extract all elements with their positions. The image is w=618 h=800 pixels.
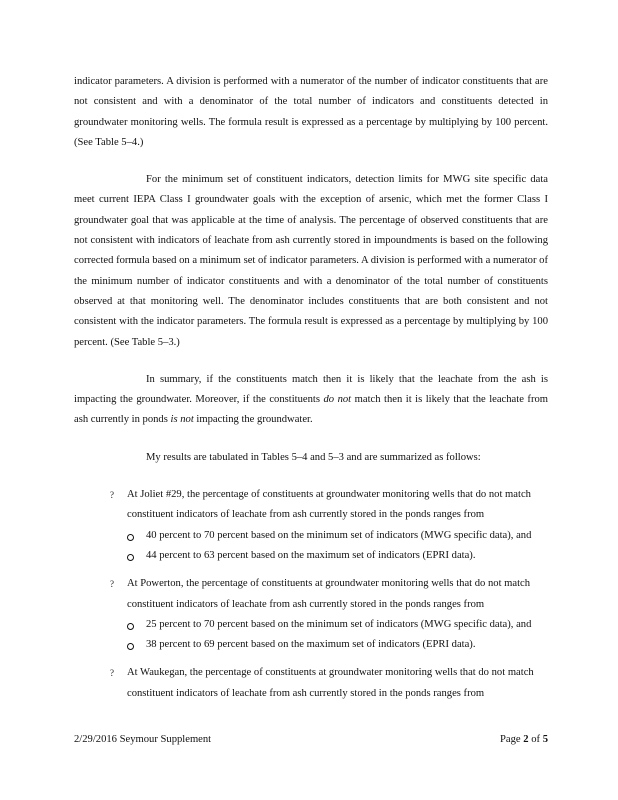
paragraph-summary <box>74 370 548 431</box>
page-label: Page <box>500 734 524 745</box>
document-body <box>74 72 548 704</box>
circle-bullet-icon <box>127 623 134 630</box>
sub-bullet-list <box>127 526 548 567</box>
sub-bullet-item <box>127 615 548 635</box>
circle-bullet-icon <box>127 554 134 561</box>
circle-bullet-icon <box>127 643 134 650</box>
bullet-item-waukegan <box>74 663 548 704</box>
sub-bullet-text: 44 percent to 63 percent based on the maximum set of indicators (EPRI data). <box>146 549 476 561</box>
sub-bullet-list <box>127 615 548 656</box>
paragraph-formula-max: indicator parameters. A division is performed with a numerator of the number of indicator constituents that are not consistent and with a denominator of the total number of indicators and constituents detected in groundwater monitoring wells. The formula result is expressed as a percentage by multiplying by 100 percent. (See Table 5–4.) <box>74 76 548 148</box>
paragraph-formula-min: For the minimum set of constituent indicators, detection limits for MWG site specific data meet current IEPA Class I groundwater goals with the exception of arsenic, which met the former Class I groundwater goal that was applicable at the time of analysis. The percentage of observed constituents that are not consistent with indicators of leachate from ash currently stored in impoundments is based on the following corrected formula based on a minimum set of indicator parameters. A division is performed with a numerator of the minimum number of indicator constituents and with a denominator of the total number of constituents observed at that monitoring well. The denominator includes constituents that are both consistent and not consistent with the indicator parameters. The formula result is expressed as a percentage by multiplying by 100 percent. (See Table 5–3.) <box>74 174 548 348</box>
page-of: of <box>528 734 543 745</box>
bullet-text: At Powerton, the percentage of constituents at groundwater monitoring wells that do not match constituent indicators of leachate from ash currently stored in the ponds ranges from <box>127 578 531 610</box>
summary-emphasis-do-not: do not <box>323 394 352 406</box>
bullet-text: At Joliet #29, the percentage of constituents at groundwater monitoring wells that do not match constituent indicators of leachate from ash currently stored in the ponds ranges from <box>127 489 531 521</box>
results-bullet-list <box>74 485 548 704</box>
sub-bullet-text: 25 percent to 70 percent based on the minimum set of indicators (MWG specific data), and <box>146 618 532 630</box>
bullet-item-powerton <box>74 574 548 655</box>
circle-bullet-icon <box>127 534 134 541</box>
sub-bullet-text: 38 percent to 69 percent based on the maximum set of indicators (EPRI data). <box>146 639 476 651</box>
bullet-item-joliet <box>74 485 548 566</box>
summary-text-c: impacting the groundwater. <box>193 414 313 426</box>
page-footer <box>74 734 548 745</box>
sub-bullet-text: 40 percent to 70 percent based on the minimum set of indicators (MWG specific data), and <box>146 529 532 541</box>
bullet-marker-icon: ? <box>110 668 114 679</box>
page-current: 2 <box>523 734 529 745</box>
sub-bullet-item <box>127 635 548 655</box>
bullet-text: At Waukegan, the percentage of constituents at groundwater monitoring wells that do not match constituent indicators of leachate from ash currently stored in the ponds ranges from <box>127 667 534 699</box>
summary-text-a: In summary, if the constituents match then it is likely that the leachate from the ash is impacting the groundwater. Moreover, if the constituents <box>74 373 548 406</box>
footer-date-title: 2/29/2016 Seymour Supplement <box>74 734 212 745</box>
bullet-marker-icon: ? <box>110 490 114 501</box>
page-total: 5 <box>542 734 548 745</box>
sub-bullet-item <box>127 526 548 546</box>
page-number <box>500 734 548 745</box>
summary-emphasis-is-not: is not <box>170 414 194 426</box>
sub-bullet-item <box>127 546 548 566</box>
paragraph-results-intro: My results are tabulated in Tables 5–4 and 5–3 and are summarized as follows: <box>146 451 481 463</box>
bullet-marker-icon: ? <box>110 579 114 590</box>
summary-text-b: match then it is likely that the leachate from ash currently in ponds <box>74 394 549 426</box>
